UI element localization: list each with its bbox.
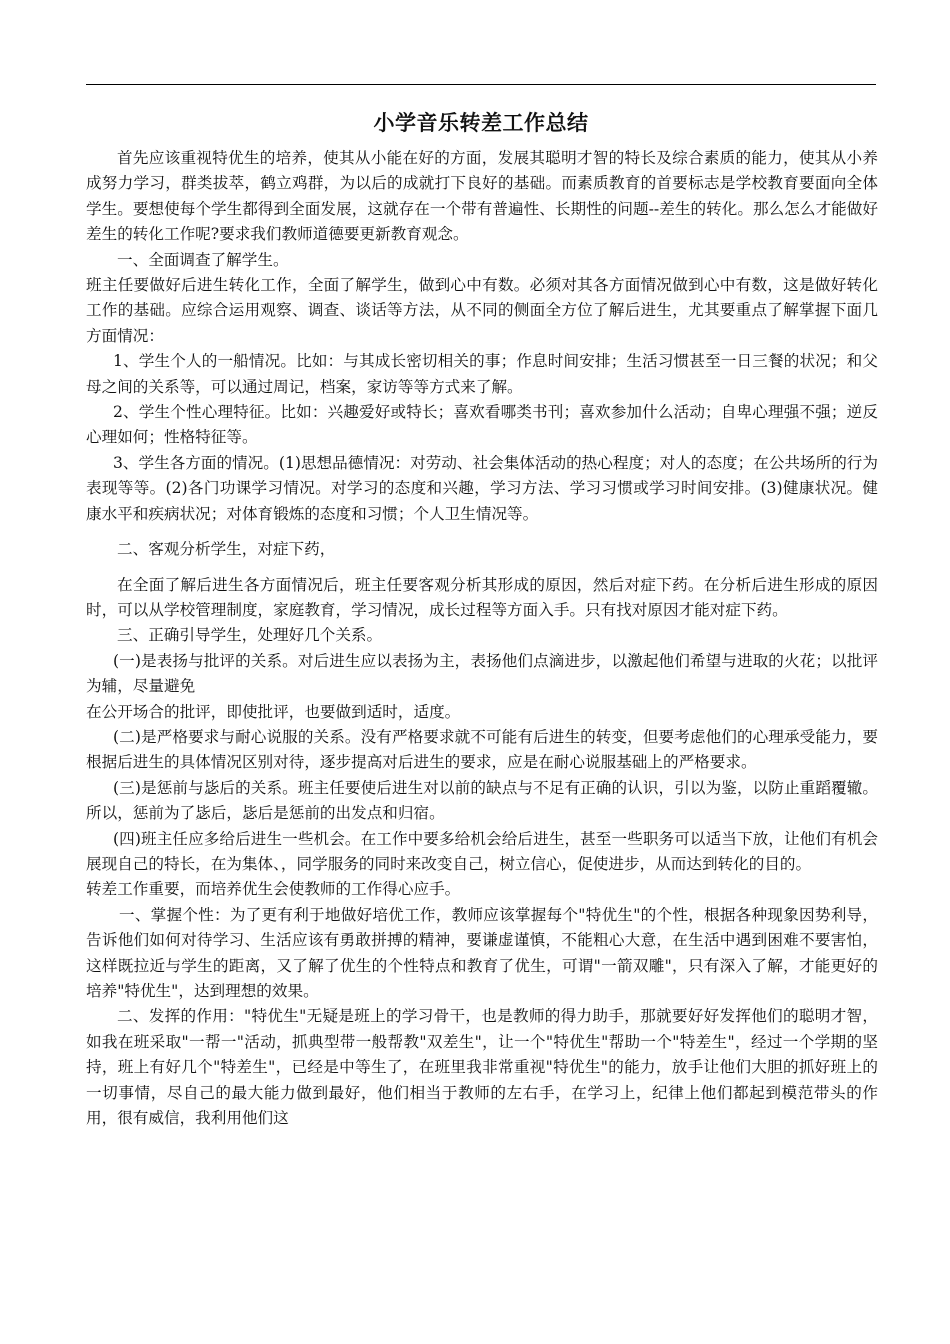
section-heading-1: 一、全面调查了解学生。 — [117, 250, 289, 269]
paragraph-transition: 转差工作重要，而培养优生会使教师的工作得心应手。 — [86, 880, 461, 899]
excellent-student-item-1: 一、掌握个性：为了更有利于地做好培优工作，教师应该掌握每个"特优生"的个性，根据各种现象因势利导，告诉他们如何对待学习、生活应该有勇敢拼搏的精神，要谦虚谨慎，不能粗心大意，在生活中遇到困难不要害怕，这样既拉近与学生的距离，又了解了优生的个性特点和教育了优生，可谓"一箭双雕"，只有深入了解，才能更好的培养"特优生"，达到理想的效果。 — [86, 905, 878, 1000]
header-rule — [86, 84, 876, 85]
paragraph-intro: 首先应该重视特优生的培养，使其从小能在好的方面，发展其聪明才智的特长及综合素质的能力，使其从小养成努力学习，群类拔萃，鹤立鸡群，为以后的成就打下良好的基础。而素质教育的首要标志是学校教育要面向全体学生。要想使每个学生都得到全面发展，这就存在一个带有普遍性、长期性的问题--差生的转化。那么怎么才能做好差生的转化工作呢?要求我们教师道德要更新教育观念。 — [86, 149, 878, 244]
relation-item-1-continued: 在公开场合的批评，即使批评，也要做到适时，适度。 — [86, 702, 461, 721]
relation-item-3: (三)是惩前与毖后的关系。班主任要使后进生对以前的缺点与不足有正确的认识，引以为鉴，以防止重蹈覆辙。所以，惩前为了毖后，毖后是惩前的出发点和归宿。 — [86, 778, 878, 823]
excellent-student-item-2: 二、发挥的作用："特优生"无疑是班上的学习骨干，也是教师的得力助手，那就要好好发挥他们的聪明才智，如我在班采取"一帮一"活动，抓典型带一般帮教"双差生"，让一个"特优生"帮助一个"特差生"，经过一个学期的坚持，班上有好几个"特差生"，已经是中等生了，在班里我非常重视"特优生"的能力，放手让他们大胆的抓好班上的一切事情，尽自己的最大能力做到最好，他们相当于教师的左右手，在学习上，纪律上他们都起到模范带头的作用，很有威信，我利用他们这 — [86, 1007, 878, 1128]
document-body — [86, 146, 878, 1131]
relation-item-1: (一)是表扬与批评的关系。对后进生应以表扬为主，表扬他们点滴进步，以激起他们希望与进取的火花；以批评为辅，尽量避免 — [86, 651, 878, 696]
paragraph-section-2: 在全面了解后进生各方面情况后，班主任要客观分析其形成的原因，然后对症下药。在分析后进生形成的原因时，可以从学校管理制度，家庭教育，学习情况，成长过程等方面入手。只有找对原因才能对症下药。 — [86, 575, 878, 619]
section-heading-3: 三、正确引导学生，处理好几个关系。 — [117, 626, 383, 645]
list-item-1: 1、学生个人的一船情况。比如：与其成长密切相关的事；作息时间安排；生活习惯甚至一日三餐的状况；和父母之间的关系等，可以通过周记，档案，家访等等方式来了解。 — [86, 352, 878, 396]
list-item-2: 2、学生个性心理特征。比如：兴趣爱好或特长；喜欢看哪类书刊；喜欢参加什么活动；自卑心理强不强；逆反心理如何；性格特征等。 — [86, 403, 878, 447]
list-item-3: 3、学生各方面的情况。(1)思想品德情况：对劳动、社会集体活动的热心程度；对人的态度；在公共场所的行为表现等等。(2)各门功课学习情况。对学习的态度和兴趣，学习方法、学习习惯或学习时间安排。(3)健康状况。健康水平和疾病状况；对体育锻炼的态度和习惯；个人卫生情况等。 — [86, 453, 878, 523]
document-title: 小学音乐转差工作总结 — [373, 110, 589, 135]
relation-item-4: (四)班主任应多给后进生一些机会。在工作中要多给机会给后进生，甚至一些职务可以适当下放，让他们有机会展现自己的特长，在为集体、，同学服务的同时来改变自己，树立信心，促使进步，从而达到转化的目的。 — [86, 829, 878, 873]
paragraph-section-1: 班主任要做好后进生转化工作，全面了解学生，做到心中有数。必须对其各方面情况做到心中有数，这是做好转化工作的基础。应综合运用观察、调查、谈话等方法，从不同的侧面全方位了解后进生，尤其要重点了解掌握下面几方面情况： — [86, 276, 878, 345]
section-heading-2: 二、客观分析学生，对症下药， — [117, 540, 336, 559]
relation-item-2: (二)是严格要求与耐心说服的关系。没有严格要求就不可能有后进生的转变，但要考虑他们的心理承受能力，要根据后进生的具体情况区别对待，逐步提高对后进生的要求，应是在耐心说服基础上的严格要求。 — [86, 727, 878, 772]
